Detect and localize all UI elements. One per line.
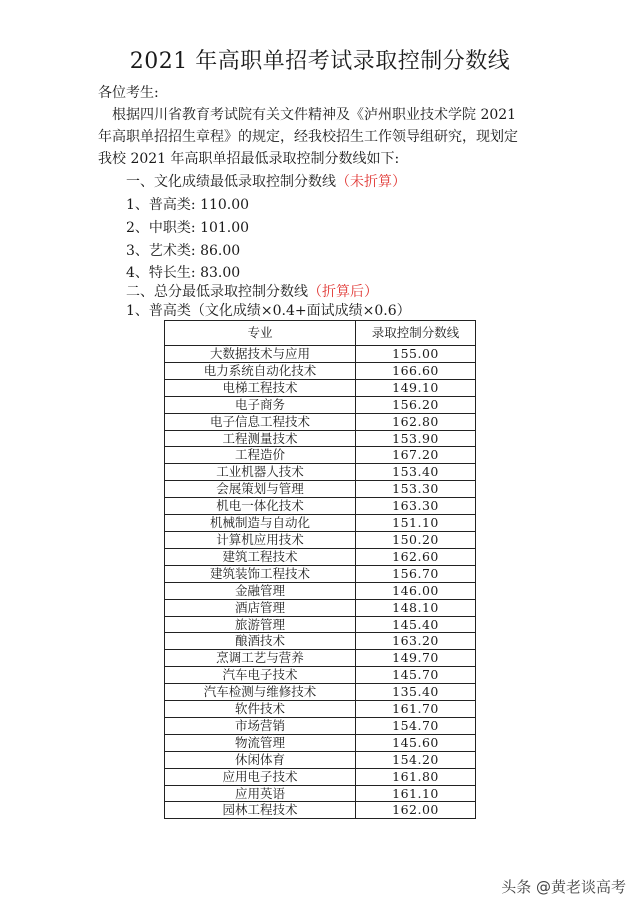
score-cell: 153.90 (356, 430, 476, 447)
section2-heading (126, 281, 378, 301)
score-cell: 154.20 (356, 751, 476, 768)
section1-note: （未折算） (336, 174, 406, 190)
major-cell: 机电一体化技术 (165, 498, 356, 515)
major-cell: 工程造价 (165, 447, 356, 464)
score-cell: 148.10 (356, 599, 476, 616)
section2-note: （折算后） (308, 284, 378, 300)
major-cell: 酿酒技术 (165, 633, 356, 650)
score-cell: 135.40 (356, 684, 476, 701)
major-cell: 汽车检测与维修技术 (165, 684, 356, 701)
major-cell: 工业机器人技术 (165, 464, 356, 481)
table-row (165, 751, 476, 768)
major-cell: 机械制造与自动化 (165, 515, 356, 532)
table-body (165, 346, 476, 819)
table-row (165, 515, 476, 532)
score-cell: 166.60 (356, 362, 476, 379)
table-row (165, 650, 476, 667)
table-row (165, 498, 476, 515)
score-cell: 156.20 (356, 396, 476, 413)
paragraph-line-2: 年高职单招招生章程》的规定，经我校招生工作领导组研究，现划定 (98, 129, 518, 145)
section1-heading-text: 一、文化成绩最低录取控制分数线 (126, 174, 336, 190)
table-row (165, 447, 476, 464)
table-row (165, 785, 476, 802)
score-cell: 154.70 (356, 717, 476, 734)
table-row (165, 531, 476, 548)
table-row (165, 599, 476, 616)
watermark: 头条 @黄老谈高考 (501, 878, 626, 896)
paragraph-line-1: 根据四川省教育考试院有关文件精神及《泸州职业技术学院 2021 (112, 107, 517, 123)
score-cell: 153.30 (356, 481, 476, 498)
major-cell: 建筑工程技术 (165, 548, 356, 565)
section2-heading-text: 二、总分最低录取控制分数线 (126, 284, 308, 300)
table-header-row (165, 321, 476, 346)
score-cell: 161.70 (356, 701, 476, 718)
score-cell: 145.40 (356, 616, 476, 633)
score-cell: 161.80 (356, 768, 476, 785)
table-row (165, 346, 476, 363)
table-row (165, 684, 476, 701)
page-title: 2021 年高职单招考试录取控制分数线 (129, 49, 511, 74)
paragraph-line-3: 我校 2021 年高职单招最低录取控制分数线如下: (98, 151, 400, 167)
table-row (165, 768, 476, 785)
major-cell: 大数据技术与应用 (165, 346, 356, 363)
major-cell: 电子商务 (165, 396, 356, 413)
major-cell: 汽车电子技术 (165, 667, 356, 684)
table-row (165, 548, 476, 565)
table-row (165, 565, 476, 582)
score-cell: 162.80 (356, 413, 476, 430)
major-cell: 电梯工程技术 (165, 379, 356, 396)
culture-score-2: 2、中职类: 101.00 (126, 220, 250, 236)
column-header-major: 专业 (165, 321, 356, 346)
major-cell: 软件技术 (165, 701, 356, 718)
score-cell: 149.10 (356, 379, 476, 396)
score-cell: 151.10 (356, 515, 476, 532)
subsection-heading: 1、普高类（文化成绩×0.4+面试成绩×0.6） (126, 303, 411, 319)
score-cell: 162.00 (356, 802, 476, 819)
table-row (165, 667, 476, 684)
major-cell: 市场营销 (165, 717, 356, 734)
score-cell: 156.70 (356, 565, 476, 582)
score-cell: 153.40 (356, 464, 476, 481)
column-header-score: 录取控制分数线 (356, 321, 476, 346)
table-row (165, 379, 476, 396)
section1-heading (126, 171, 406, 191)
culture-score-3: 3、艺术类: 86.00 (126, 243, 241, 259)
table-row (165, 717, 476, 734)
table-row (165, 616, 476, 633)
score-cell: 163.30 (356, 498, 476, 515)
score-cell: 145.60 (356, 734, 476, 751)
table-row (165, 802, 476, 819)
major-cell: 酒店管理 (165, 599, 356, 616)
score-cell: 150.20 (356, 531, 476, 548)
score-cell: 163.20 (356, 633, 476, 650)
table-row (165, 464, 476, 481)
table-row (165, 734, 476, 751)
major-cell: 会展策划与管理 (165, 481, 356, 498)
greeting: 各位考生: (98, 85, 159, 101)
score-cell: 149.70 (356, 650, 476, 667)
major-cell: 休闲体育 (165, 751, 356, 768)
major-cell: 工程测量技术 (165, 430, 356, 447)
score-cell: 162.60 (356, 548, 476, 565)
major-cell: 电力系统自动化技术 (165, 362, 356, 379)
table-row (165, 582, 476, 599)
score-table (164, 320, 476, 819)
culture-score-1: 1、普高类: 110.00 (126, 197, 250, 213)
table-row (165, 633, 476, 650)
table-row (165, 413, 476, 430)
score-cell: 161.10 (356, 785, 476, 802)
major-cell: 金融管理 (165, 582, 356, 599)
score-cell: 145.70 (356, 667, 476, 684)
major-cell: 物流管理 (165, 734, 356, 751)
score-cell: 155.00 (356, 346, 476, 363)
table-row (165, 430, 476, 447)
culture-score-4: 4、特长生: 83.00 (126, 265, 241, 281)
major-cell: 计算机应用技术 (165, 531, 356, 548)
score-cell: 146.00 (356, 582, 476, 599)
table-row (165, 701, 476, 718)
major-cell: 烹调工艺与营养 (165, 650, 356, 667)
major-cell: 园林工程技术 (165, 802, 356, 819)
major-cell: 电子信息工程技术 (165, 413, 356, 430)
major-cell: 应用英语 (165, 785, 356, 802)
table-row (165, 481, 476, 498)
table-row (165, 362, 476, 379)
table-row (165, 396, 476, 413)
score-cell: 167.20 (356, 447, 476, 464)
major-cell: 旅游管理 (165, 616, 356, 633)
major-cell: 应用电子技术 (165, 768, 356, 785)
major-cell: 建筑装饰工程技术 (165, 565, 356, 582)
